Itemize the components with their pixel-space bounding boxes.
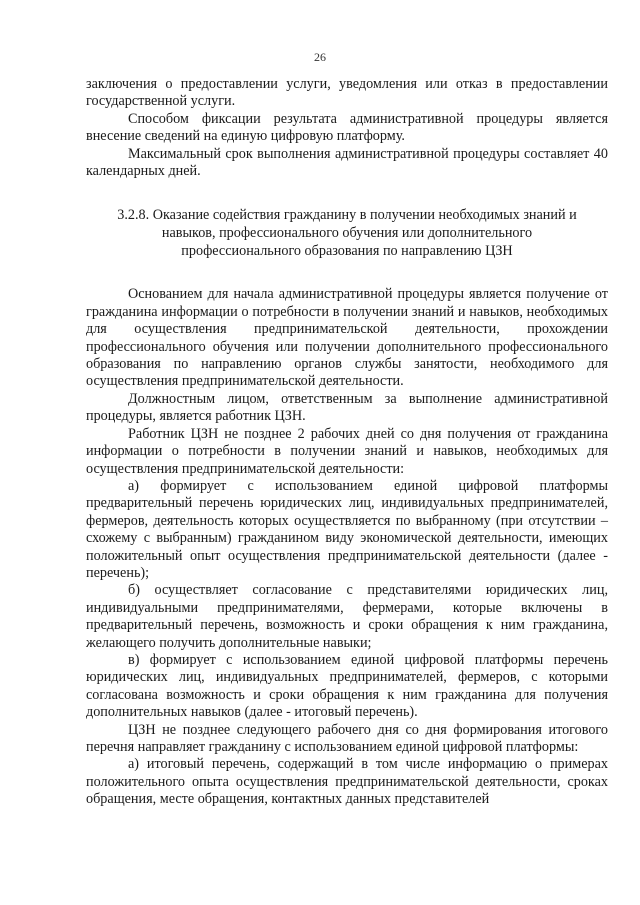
list-item-a-final: а) итоговый перечень, содержащий в том числе информацию о примерах положительного опыта осуществления предпринимательской деятельности, сроках обращения, месте обращения, контактных данных представителей — [86, 756, 608, 808]
paragraph-continuation: заключения о предоставлении услуги, уведомления или отказ в предоставлении государственной услуги. — [86, 76, 608, 110]
page-number: 26 — [314, 50, 326, 64]
paragraph-basis: Основанием для начала административной процедуры является получение от гражданина информации о потребности в получении знаний и навыков, необходимых для осуществления предпринимательской деятельности, прохождении профессионального обучения или получении дополнительного профессионального образования по направлению органов службы занятости, необходимого для осуществления предпринимательской деятельности. — [86, 286, 608, 390]
document-body — [86, 76, 608, 809]
list-item-a: а) формирует с использованием единой цифровой платформы предварительный перечень юридических лиц, индивидуальных предпринимателей, фермеров, деятельность которых осуществляется по выбранному (при отсутствии – схожему с выбранным) гражданином виду экономической деятельности, имеющих положительный опыт осуществления предпринимательской деятельности (далее - перечень); — [86, 477, 608, 581]
paragraph-fixation-method: Способом фиксации результата административной процедуры является внесение сведений на единую цифровую платформу. — [86, 110, 608, 145]
paragraph-worker-deadline: Работник ЦЗН не позднее 2 рабочих дней со дня получения от гражданина информации о потребности в получении знаний и навыков, необходимых для осуществления предпринимательской деятельности: — [86, 425, 608, 477]
paragraph-responsible: Должностным лицом, ответственным за выполнение административной процедуры, является работник ЦЗН. — [86, 390, 608, 425]
section-heading: 3.2.8. Оказание содействия гражданину в получении необходимых знаний и навыков, профессионального обучения или дополнительного профессионального образования по направлению ЦЗН — [117, 207, 577, 260]
paragraph-max-term: Максимальный срок выполнения административной процедуры составляет 40 календарных дней. — [86, 145, 608, 180]
list-item-v: в) формирует с использованием единой цифровой платформы перечень юридических лиц, индивидуальных предпринимателей, фермеров, с которыми согласована возможность и сроки обращения к ним гражданина для получения дополнительных навыков (далее - итоговый перечень). — [86, 651, 608, 721]
paragraph-czn-sends: ЦЗН не позднее следующего рабочего дня со дня формирования итогового перечня направляет гражданину с использованием единой цифровой платформы: — [86, 721, 608, 755]
list-item-b: б) осуществляет согласование с представителями юридических лиц, индивидуальными предпринимателями, фермерами, которые включены в предварительный перечень, возможность и сроки обращения к ним гражданина, желающего получить дополнительные навыки; — [86, 582, 608, 651]
